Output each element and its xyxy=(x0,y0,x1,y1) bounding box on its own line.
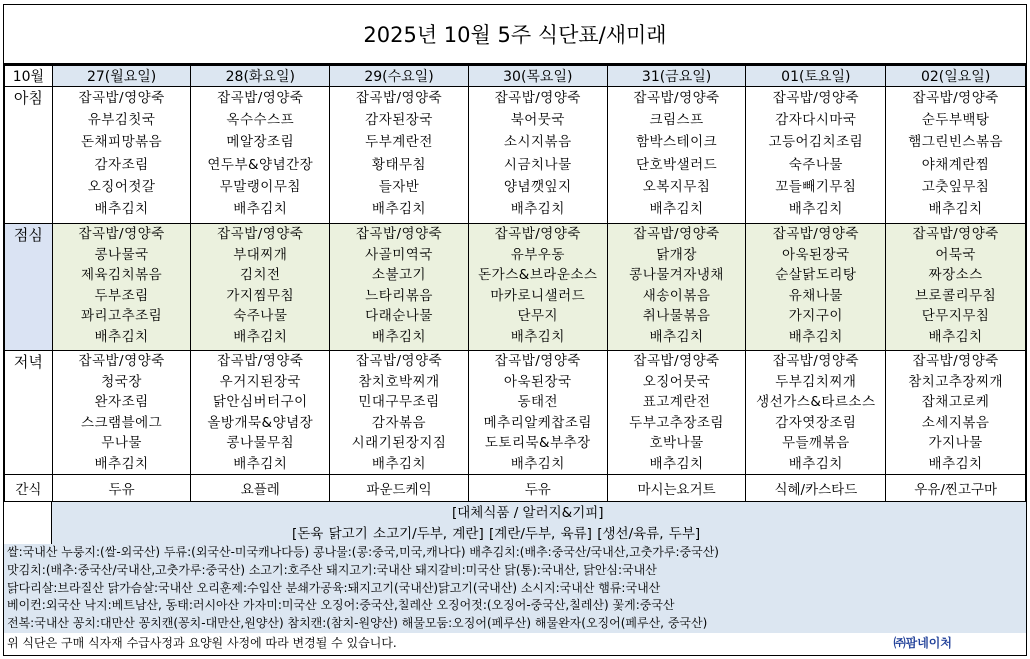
alternatives-content xyxy=(52,502,1026,546)
meal-cell xyxy=(52,351,191,475)
dish-item: 무나물 xyxy=(101,435,142,451)
dish-item: 올방개묵&양념장 xyxy=(207,414,314,431)
dish-item: 햄그린빈스볶음 xyxy=(908,134,1004,151)
dish-item: 배추김치 xyxy=(649,200,704,217)
day-header: 29(수요일) xyxy=(330,66,469,87)
dish-item: 잡곡밥/영양죽 xyxy=(912,353,999,369)
meal-cell xyxy=(191,351,330,475)
dish-item: 도토리묵&부추장 xyxy=(484,435,591,451)
dish-item: 꽈리고추조림 xyxy=(80,308,163,324)
dinner-row xyxy=(5,351,1026,475)
alternatives-line: [돈육 닭고기 소고기/두부, 계란] [계란/두부, 육류] [생선/육류, 두부] xyxy=(292,526,701,542)
snack-cell: 요플레 xyxy=(191,475,330,502)
meal-cell xyxy=(468,87,607,224)
meal-label-snack: 간식 xyxy=(5,475,53,502)
dish-item: 스크램블에그 xyxy=(80,414,163,431)
dish-item: 잡곡밥/영양죽 xyxy=(494,353,581,369)
dish-item: 잡곡밥/영양죽 xyxy=(494,226,581,242)
dish-item: 호박나물 xyxy=(649,435,704,451)
dish-item: 고등어김치조림 xyxy=(768,134,864,151)
origin-line: 닭다리살:브라질산 닭가슴살:국내산 오리훈제:수입산 분쇄가공육:돼지고기(국내산)닭고기(국내산) 소시지:국내산 햄류:국내산 xyxy=(7,580,661,595)
snack-cell: 식혜/카스타드 xyxy=(746,475,886,502)
dish-item: 가지나물 xyxy=(928,435,983,451)
dish-item: 감자조림 xyxy=(94,156,149,173)
dish-item: 잡곡밥/영양죽 xyxy=(772,353,859,369)
header-row xyxy=(5,66,1026,87)
dish-item: 참치호박찌개 xyxy=(358,373,440,390)
dish-item: 소세지볶음 xyxy=(921,414,990,431)
day-header: 28(화요일) xyxy=(191,66,330,87)
meal-cell xyxy=(468,224,607,351)
dish-item: 연두부&양념간장 xyxy=(207,156,314,173)
menu-sheet xyxy=(3,4,1027,656)
dish-item: 잡곡밥/영양죽 xyxy=(217,226,304,242)
dish-item: 유부김칫국 xyxy=(87,112,156,129)
dish-item: 두부김치찌개 xyxy=(775,373,857,390)
snack-cell: 두유 xyxy=(468,475,607,502)
dish-item: 마카로니샐러드 xyxy=(490,287,586,304)
meal-cell xyxy=(607,224,746,351)
dish-item: 배추김치 xyxy=(788,455,843,472)
origin-line: 베이컨:외국산 낙지:베트남산, 동태:러시아산 가자미:미국산 오징어:중국산,칠레산 오징어젓:(오징어-중국산,칠레산) 꽃게:중국산 xyxy=(7,598,675,613)
dish-item: 꼬들빼기무침 xyxy=(775,178,857,195)
dish-item: 김치전 xyxy=(239,267,281,283)
dish-item: 어묵국 xyxy=(935,246,976,263)
origin-line: 맛김치:(배추:중국산/국내산,고춧가루:중국산) 소고기:호주산 돼지고기:국내산 돼지갈비:미국산 닭(통):국내산, 닭안심:국내산 xyxy=(7,562,657,577)
dish-item: 잡곡밥/영양죽 xyxy=(355,90,443,106)
dish-item: 오징어뭇국 xyxy=(642,373,711,390)
dish-item: 닭안심버터구이 xyxy=(212,394,308,410)
meal-cell xyxy=(52,224,191,351)
dish-item: 잡곡밥/영양죽 xyxy=(78,226,165,242)
dish-item: 잡곡밥/영양죽 xyxy=(355,226,443,242)
dish-item: 콩나물무침 xyxy=(226,435,295,451)
origin-line: 전복:국내산 꽁치:대만산 꽁치캔(꽁치-대만산,원양산) 참치캔:(참치-원양산) 해물모둠:오징어(페루산) 해물완자(오징어(페루산, 중국산) xyxy=(7,616,708,631)
dish-item: 잡곡밥/영양죽 xyxy=(912,226,999,242)
dish-item: 표고계란전 xyxy=(642,394,711,410)
meal-cell xyxy=(746,224,886,351)
meal-cell xyxy=(468,351,607,475)
dish-item: 양념깻잎지 xyxy=(503,178,572,195)
dish-item: 청국장 xyxy=(101,373,142,390)
dish-item: 제육김치볶음 xyxy=(80,267,163,283)
dish-item: 옥수수스프 xyxy=(226,112,295,129)
dish-item: 오복지무침 xyxy=(642,178,711,195)
day-header: 02(일요일) xyxy=(886,66,1026,87)
dish-item: 취나물볶음 xyxy=(642,308,711,324)
dish-item: 돈가스&브라운소스 xyxy=(478,267,598,283)
dish-item: 숙주나물 xyxy=(788,156,843,173)
dish-item: 민대구무조림 xyxy=(358,394,440,410)
dish-item: 배추김치 xyxy=(371,328,427,345)
dish-item: 배추김치 xyxy=(94,455,149,472)
dish-item: 들자반 xyxy=(378,178,420,195)
dish-item: 아욱된장국 xyxy=(781,246,850,263)
month-label: 10월 xyxy=(5,66,53,87)
snack-cell: 두유 xyxy=(52,475,191,502)
meal-cell xyxy=(886,224,1026,351)
dish-item: 시금치나물 xyxy=(503,156,572,173)
dish-item: 아욱된장국 xyxy=(503,373,572,390)
dish-item: 잡곡밥/영양죽 xyxy=(78,353,165,369)
meal-cell xyxy=(886,351,1026,475)
dish-item: 잡곡밥/영양죽 xyxy=(772,90,859,106)
dish-item: 새송이볶음 xyxy=(642,287,711,304)
dish-item: 잡곡밥/영양죽 xyxy=(355,353,443,369)
dish-item: 동태전 xyxy=(517,394,559,410)
dish-item: 잡곡밥/영양죽 xyxy=(217,353,304,369)
dish-item: 단무지무침 xyxy=(921,308,990,324)
dish-item: 감자볶음 xyxy=(371,414,427,431)
breakfast-row xyxy=(5,87,1026,224)
dish-item: 무말랭이무침 xyxy=(219,178,301,195)
dish-item: 감자엿장조림 xyxy=(775,414,857,431)
dish-item: 순살닭도리탕 xyxy=(775,267,857,283)
dish-item: 함박스테이크 xyxy=(635,134,718,151)
alternatives-title: [대체식품 / 알러지&기피] xyxy=(452,505,604,521)
company-name: ㈜팜네이처 xyxy=(893,635,952,650)
meal-cell xyxy=(330,87,469,224)
dish-item: 배추김치 xyxy=(928,328,983,345)
dish-item: 배추김치 xyxy=(510,200,565,217)
meal-cell xyxy=(607,87,746,224)
alternatives-section xyxy=(4,502,1026,546)
dish-item: 잡곡밥/영양죽 xyxy=(772,226,859,242)
day-header: 30(목요일) xyxy=(468,66,607,87)
dish-item: 콩나물국 xyxy=(94,246,149,263)
snack-cell: 우유/찐고구마 xyxy=(886,475,1026,502)
dish-item: 느타리볶음 xyxy=(365,287,433,304)
dish-item: 잡곡밥/영양죽 xyxy=(78,90,165,106)
dish-item: 우거지된장국 xyxy=(219,373,301,390)
snack-cell: 파운드케익 xyxy=(330,475,469,502)
day-header: 31(금요일) xyxy=(607,66,746,87)
meal-cell xyxy=(886,87,1026,224)
dish-item: 짜장소스 xyxy=(928,267,983,283)
dish-item: 잡곡밥/영양죽 xyxy=(217,90,304,106)
dish-item: 배추김치 xyxy=(928,200,983,217)
dish-item: 오징어젓갈 xyxy=(87,178,156,195)
dish-item: 유부우동 xyxy=(510,246,565,263)
meal-label-lunch: 점심 xyxy=(5,224,53,351)
dish-item: 닭개장 xyxy=(656,246,697,263)
meal-cell xyxy=(746,87,886,224)
lunch-row xyxy=(5,224,1026,351)
meal-cell xyxy=(607,351,746,475)
origin-info xyxy=(4,544,1026,653)
dish-item: 고춧잎무침 xyxy=(921,178,990,195)
page-title: 2025년 10월 5주 식단표/새미래 xyxy=(4,5,1026,65)
meal-cell xyxy=(330,351,469,475)
dish-item: 참치고추장찌개 xyxy=(908,373,1004,390)
dish-item: 배추김치 xyxy=(233,328,288,345)
dish-item: 다래순나물 xyxy=(365,308,433,324)
dish-item: 메알장조림 xyxy=(226,134,295,151)
dish-item: 잡곡밥/영양죽 xyxy=(633,90,720,106)
dish-item: 순두부백탕 xyxy=(921,112,990,129)
dish-item: 소시지볶음 xyxy=(503,134,572,151)
dish-item: 잡곡밥/영양죽 xyxy=(633,226,720,242)
dish-item: 시래기된장지짐 xyxy=(351,435,447,451)
meal-cell xyxy=(191,87,330,224)
day-header: 27(월요일) xyxy=(52,66,191,87)
meal-cell xyxy=(330,224,469,351)
dish-item: 두부계란전 xyxy=(365,134,433,151)
alternatives-label-cell xyxy=(4,502,52,546)
dish-item: 돈채피망볶음 xyxy=(80,134,163,151)
dish-item: 배추김치 xyxy=(94,328,149,345)
dish-item: 유채나물 xyxy=(788,287,843,304)
dish-item: 배추김치 xyxy=(233,200,288,217)
dish-item: 배추김치 xyxy=(928,455,983,472)
dish-item: 배추김치 xyxy=(94,200,149,217)
dish-item: 배추김치 xyxy=(510,455,565,472)
dish-item: 크림스프 xyxy=(649,112,704,129)
origin-line: 쌀:국내산 누룽지:(쌀-외국산) 두류:(외국산-미국캐나다등) 콩나물:(콩:중국,미국,캐나다) 배추김치:(배추:중국산/국내산,고춧가루:중국산) xyxy=(7,545,719,559)
dish-item: 가지찜무침 xyxy=(226,287,295,304)
dish-item: 배추김치 xyxy=(649,455,704,472)
meal-cell xyxy=(746,351,886,475)
dish-item: 두부고추장조림 xyxy=(629,414,724,431)
dish-item: 잡곡밥/영양죽 xyxy=(912,90,999,106)
dish-item: 배추김치 xyxy=(371,200,427,217)
dish-item: 배추김치 xyxy=(788,200,843,217)
meal-label-breakfast: 아침 xyxy=(5,87,53,224)
dish-item: 소불고기 xyxy=(371,267,427,283)
dish-item: 콩나물겨자냉채 xyxy=(629,267,724,283)
day-header: 01(토요일) xyxy=(746,66,886,87)
dish-item: 가지구이 xyxy=(788,308,843,324)
dish-item: 잡곡밥/영양죽 xyxy=(633,353,720,369)
dish-item: 부대찌개 xyxy=(233,246,288,263)
dish-item: 황태무침 xyxy=(371,156,427,173)
meal-cell xyxy=(191,224,330,351)
dish-item: 야채계란찜 xyxy=(921,156,990,173)
dish-item: 메추리알케찹조림 xyxy=(483,414,592,431)
dish-item: 감자된장국 xyxy=(365,112,433,129)
dish-item: 감자다시마국 xyxy=(775,112,857,129)
dish-item: 배추김치 xyxy=(649,328,704,345)
dish-item: 잡채고로케 xyxy=(921,394,990,410)
meal-cell xyxy=(52,87,191,224)
dish-item: 브로콜리무침 xyxy=(915,287,997,304)
snack-cell: 마시는요거트 xyxy=(607,475,746,502)
dish-item: 사골미역국 xyxy=(365,246,433,263)
dish-item: 숙주나물 xyxy=(233,308,288,324)
dish-item: 배추김치 xyxy=(788,328,843,345)
dish-item: 단무지 xyxy=(517,308,559,324)
dish-item: 완자조림 xyxy=(94,394,149,410)
dish-item: 단호박샐러드 xyxy=(635,156,718,173)
dish-item: 배추김치 xyxy=(233,455,288,472)
snack-row xyxy=(5,475,1026,502)
dish-item: 두부조림 xyxy=(94,287,149,304)
meal-label-dinner: 저녁 xyxy=(5,351,53,475)
meal-table xyxy=(4,65,1026,502)
dish-item: 배추김치 xyxy=(510,328,565,345)
dish-item: 무들깨볶음 xyxy=(781,435,850,451)
dish-item: 북어뭇국 xyxy=(510,112,565,129)
dish-item: 배추김치 xyxy=(371,455,427,472)
dish-item: 생선가스&타르소스 xyxy=(756,394,876,410)
notice-text xyxy=(4,633,1026,653)
notice-label: 위 식단은 구매 식자재 수급사정과 요양원 사정에 따라 변경될 수 있습니다. xyxy=(7,635,397,650)
dish-item: 잡곡밥/영양죽 xyxy=(494,90,581,106)
